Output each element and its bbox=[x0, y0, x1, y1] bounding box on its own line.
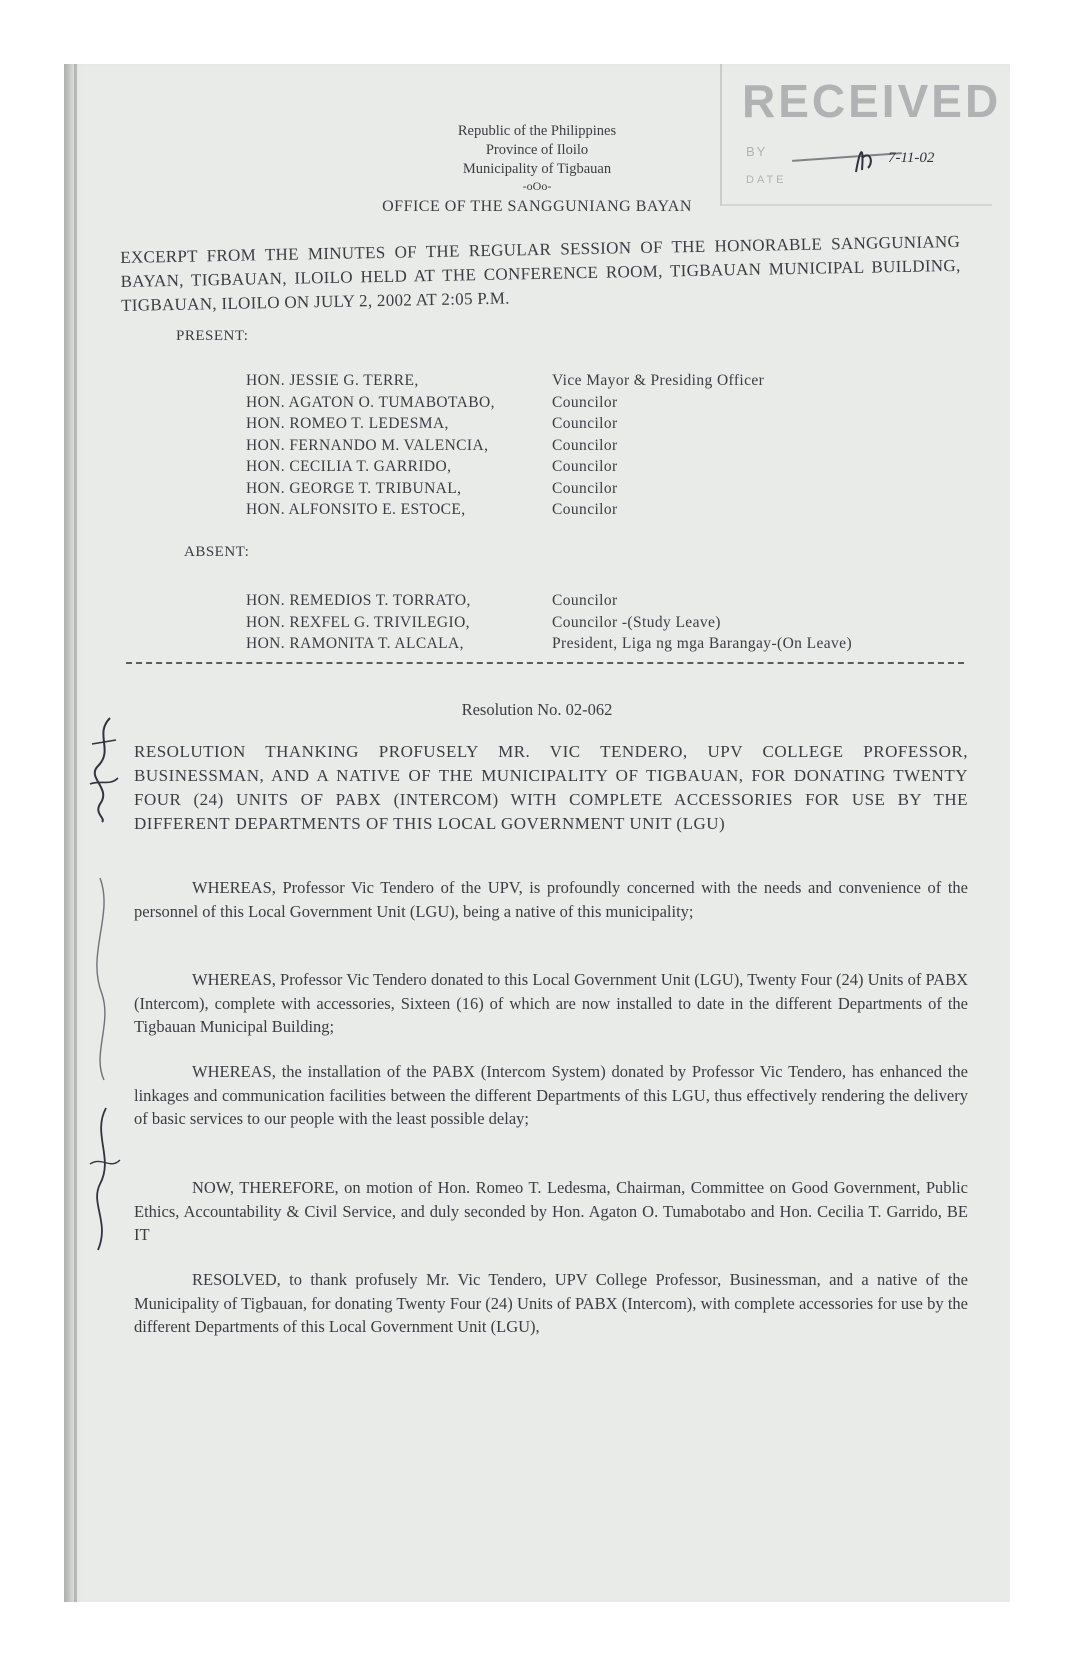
margin-signature-2 bbox=[80, 874, 126, 1084]
excerpt-heading: EXCERPT FROM THE MINUTES OF THE REGULAR SESSION OF THE HONORABLE SANGGUNIANG BAYAN, TIGBAUAN, ILOILO HELD AT THE CONFERENCE ROOM, TIGBAUAN MUNICIPAL BUILDING, TIGBAUAN, ILOILO ON JULY 2, 2002 AT 2:05 P.M. bbox=[120, 231, 961, 315]
member-position: Councilor -(Study Leave) bbox=[552, 613, 721, 631]
member-name: HON. REMEDIOS T. TORRATO, bbox=[246, 592, 471, 609]
present-roster bbox=[246, 370, 764, 521]
absent-label: ABSENT: bbox=[184, 544, 250, 560]
present-row bbox=[246, 413, 764, 435]
member-position: Councilor bbox=[552, 479, 618, 497]
stamp-date-handwritten: 7-11-02 bbox=[888, 150, 935, 166]
stamp-date-label: DATE bbox=[746, 174, 787, 186]
letterhead bbox=[64, 122, 1010, 216]
member-name: HON. ALFONSITO E. ESTOCE, bbox=[246, 501, 466, 518]
now-therefore-paragraph: NOW, THEREFORE, on motion of Hon. Romeo T. Ledesma, Chairman, Committee on Good Government, Public Ethics, Accountability & Civil Service, and duly seconded by Hon. Agaton O. Tumabotabo and Hon. Cecilia T. Garrido, BE IT bbox=[134, 1178, 968, 1244]
margin-signature-1 bbox=[80, 714, 126, 824]
resolution-title: RESOLUTION THANKING PROFUSELY MR. VIC TENDERO, UPV COLLEGE PROFESSOR, BUSINESSMAN, AND A NATIVE OF THE MUNICIPALITY OF TIGBAUAN, FOR DONATING TWENTY FOUR (24) UNITS OF PABX (INTERCOM) WITH COMPLETE ACCESSORIES FOR USE BY THE DIFFERENT DEPARTMENTS OF THIS LOCAL GOVERNMENT UNIT (LGU) bbox=[134, 742, 968, 833]
stamp-by-label: BY bbox=[746, 144, 768, 159]
present-row bbox=[246, 456, 764, 478]
member-name: HON. FERNANDO M. VALENCIA, bbox=[246, 436, 489, 454]
stamp-title: RECEIVED bbox=[742, 75, 1002, 127]
municipality-line: Municipality of Tigbauan bbox=[462, 161, 612, 177]
member-position: President, Liga ng mga Barangay-(On Leave) bbox=[552, 635, 853, 652]
absent-row bbox=[246, 633, 852, 655]
present-row bbox=[246, 370, 764, 392]
whereas-paragraph-1: WHEREAS, Professor Vic Tendero of the UPV, is profoundly concerned with the needs and convenience of the personnel of this Local Government Unit (LGU), being a native of this municipality; bbox=[134, 878, 968, 921]
whereas-paragraph-3: WHEREAS, the installation of the PABX (Intercom System) donated by Professor Vic Tendero, has enhanced the linkages and communication facilities between the different Departments of this LGU, thus effectively rendering the delivery of basic services to our people with the least possible delay; bbox=[134, 1062, 968, 1128]
resolved-paragraph: RESOLVED, to thank profusely Mr. Vic Tendero, UPV College Professor, Businessman, and a native of the Municipality of Tigbauan, for donating Twenty Four (24) Units of PABX (Intercom), with complete accessories for use by the different Departments of this Local Government Unit (LGU), bbox=[134, 1270, 968, 1336]
resolution-number: Resolution No. 02-062 bbox=[461, 700, 613, 719]
member-name: HON. GEORGE T. TRIBUNAL, bbox=[246, 479, 462, 497]
member-position: Councilor bbox=[552, 592, 618, 609]
member-position: Councilor bbox=[552, 458, 618, 475]
member-name: HON. REXFEL G. TRIVILEGIO, bbox=[246, 613, 470, 631]
whereas-paragraph-2: WHEREAS, Professor Vic Tendero donated to this Local Government Unit (LGU), Twenty Four (24) Units of PABX (Intercom), complete with accessories, Sixteen (16) of which are now installed to date in the different Departments of the Tigbauan Municipal Building; bbox=[134, 970, 968, 1036]
member-position: Councilor bbox=[552, 415, 618, 432]
member-name: HON. ROMEO T. LEDESMA, bbox=[246, 415, 449, 432]
separator-line: -oOo- bbox=[522, 179, 552, 193]
absent-row bbox=[246, 590, 852, 612]
binding-edge bbox=[74, 64, 77, 1602]
present-row bbox=[246, 478, 764, 500]
absent-roster bbox=[246, 590, 852, 655]
present-label: PRESENT: bbox=[176, 328, 249, 344]
office-line: OFFICE OF THE SANGGUNIANG BAYAN bbox=[382, 198, 692, 215]
dashed-divider bbox=[126, 662, 964, 664]
member-position: Councilor bbox=[552, 436, 618, 454]
member-position: Councilor bbox=[552, 393, 618, 411]
member-name: HON. JESSIE G. TERRE, bbox=[246, 372, 419, 389]
present-row bbox=[246, 435, 764, 457]
province-line: Province of Iloilo bbox=[485, 142, 589, 158]
document-page bbox=[64, 64, 1010, 1602]
member-position: Councilor bbox=[552, 501, 618, 518]
member-name: HON. RAMONITA T. ALCALA, bbox=[246, 635, 464, 652]
present-row bbox=[246, 392, 764, 414]
member-name: HON. CECILIA T. GARRIDO, bbox=[246, 458, 452, 475]
member-name: HON. AGATON O. TUMABOTABO, bbox=[246, 393, 495, 411]
present-row bbox=[246, 499, 764, 521]
absent-row bbox=[246, 612, 852, 634]
margin-signature-3 bbox=[80, 1104, 126, 1254]
republic-line: Republic of the Philippines bbox=[457, 123, 617, 139]
member-position: Vice Mayor & Presiding Officer bbox=[552, 372, 765, 389]
